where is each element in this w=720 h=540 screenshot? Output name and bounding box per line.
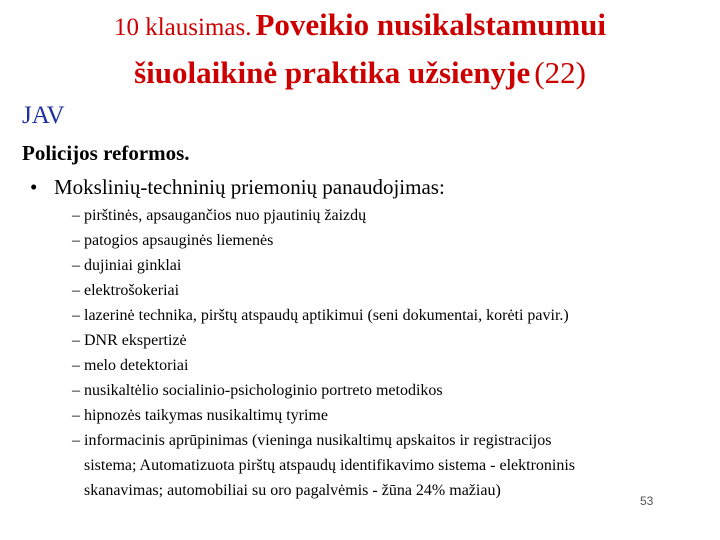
list-item-text: lazerinė technika, pirštų atspaudų aptikimui (seni dokumentai, korėti pavir.) [84, 307, 569, 324]
list-item-text: dujiniai ginklai [84, 257, 182, 274]
dash-icon: – [72, 307, 80, 324]
section-label: JAV [22, 102, 65, 129]
list-item-text-line: informacinis aprūpinimas (vieninga nusikaltimų apskaitos ir registracijos [84, 432, 552, 449]
list-item [0, 378, 720, 403]
bullet-icon: • [30, 175, 38, 199]
list-item-text-line: sistema; Automatizuota pirštų atspaudų identifikavimo sistema - elektroninis [84, 457, 576, 474]
list-item [0, 303, 720, 328]
list-item-text: melo detektoriai [84, 357, 189, 374]
dash-icon: – [72, 257, 80, 274]
dash-icon: – [72, 432, 80, 449]
bullet-text: Mokslinių-techninių priemonių panaudojimas: [54, 175, 445, 199]
dash-icon: – [72, 407, 80, 424]
dash-icon: – [72, 357, 80, 374]
dash-icon: – [72, 232, 80, 249]
title-line-1 [0, 4, 720, 52]
dash-icon: – [72, 332, 80, 349]
list-item [0, 278, 720, 303]
list-item-text: hipnozės taikymas nusikaltimų tyrime [84, 407, 328, 424]
title-main: Poveikio nusikalstamumui [255, 7, 607, 42]
bullet-item [30, 172, 445, 202]
list-item [0, 328, 720, 353]
list-item-text [84, 428, 704, 503]
slide-title [0, 4, 720, 100]
dash-icon: – [72, 282, 80, 299]
title-line-2 [0, 52, 720, 100]
list-item-text: DNR ekspertizė [84, 332, 187, 349]
title-prefix: 10 klausimas. [113, 14, 252, 41]
list-item [0, 428, 720, 503]
list-item-text: pirštinės, apsaugančios nuo pjautinių žaizdų [84, 207, 367, 224]
list-item [0, 228, 720, 253]
dash-icon: – [72, 207, 80, 224]
reform-heading: Policijos reformos. [22, 141, 190, 165]
dash-icon: – [72, 382, 80, 399]
list-item-text: nusikaltėlio socialinio-psichologinio portreto metodikos [84, 382, 443, 399]
list-item [0, 353, 720, 378]
title-slide-number: (22) [534, 55, 586, 90]
list-item-text-line: skanavimas; automobiliai su oro pagalvėmis - žūna 24% mažiau) [84, 482, 501, 499]
list-item-text: patogios apsauginės liemenės [84, 232, 274, 249]
page-number: 53 [640, 494, 654, 508]
title-subtitle: šiuolaikinė praktika užsienyje [134, 55, 531, 90]
list-item-text: elektrošokeriai [84, 282, 180, 299]
list-item [0, 203, 720, 228]
list-item [0, 403, 720, 428]
sub-list [0, 203, 720, 503]
list-item [0, 253, 720, 278]
